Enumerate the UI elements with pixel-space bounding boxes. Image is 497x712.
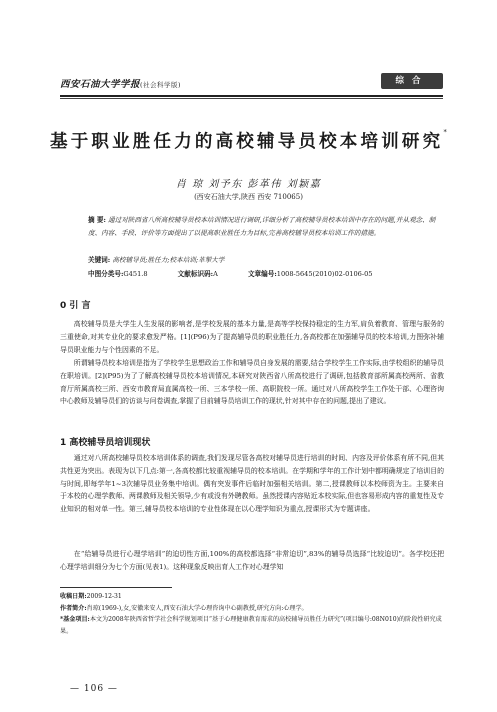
keywords-label: 关键词:: [88, 256, 111, 264]
author-bio-label: 作者简介:: [60, 604, 87, 612]
header-rule: [60, 95, 443, 97]
paragraph-s1-2: 在“给辅导员进行心理学培训”的迫切性方面,100%的高校都选择“非常迫切”,83%的辅导员选择“比较迫切”。各学校还把心理学培训细分为七个方面(见表1)。这种现象反映出育人工作对心理学知: [60, 550, 444, 571]
section-heading-1: 1 高校辅导员培训现状: [60, 438, 151, 448]
author-bio: 肖琼(1969-),女,安徽来安人,西安石油大学心理咨询中心副教授,研究方向:心理学。: [86, 604, 308, 612]
clc-number: [88, 270, 162, 278]
running-header: [60, 76, 443, 92]
doccode-label: 文献标识码:: [177, 270, 214, 278]
affiliation: (西安石油大学,陕西 西安 710065): [194, 193, 303, 201]
keywords: [88, 254, 440, 266]
page-number: — 106 —: [70, 684, 118, 694]
footnotes: [60, 591, 444, 637]
journal-subtitle: (社会科学版): [140, 81, 182, 89]
abstract: [88, 214, 440, 240]
title-footnote-mark: *: [443, 128, 447, 136]
keywords-text: 高校辅导员;胜任力;校本培训;革掣大学: [112, 256, 225, 264]
paragraph-intro-1: 高校辅导员是大学生人生发展的影响者,是学校发展的基本力量,是高等学校保持稳定的生力军,肩负着教育、管理与服务的三重使命,对其专业化的要求愈发严格。[1](P96)为了提高辅导员的职业胜任力,各高校都在加强辅导员的校本培训,力图弥补辅导员职业能力与个性因素的不足。: [60, 320, 444, 354]
received-date: 2009-12-31: [86, 593, 122, 600]
doccode-value: A: [213, 270, 218, 278]
footnote-received: [60, 591, 444, 603]
abstract-label: 摘 要:: [88, 216, 106, 224]
author-list: 肖 琼 刘予东 彭革伟 刘颖嘉: [175, 179, 322, 190]
received-label: 收稿日期:: [60, 593, 87, 600]
article-title-text: 基于职业胜任力的高校辅导员校本培训研究: [50, 132, 444, 152]
paragraph-intro-2: 所谓辅导员校本培训是指为了学校学生思想政治工作和辅导员自身发展的需要,结合学校学生工作实际,由学校组织的辅导员在职培训。[2](P95)为了了解高校辅导员校本培训情况,本研究对陕西省八所高校进行了调研,包括教育部所属高校两所、省教育厅所属高校三所、西安市教育局直属高校一所、三本学校一所、高职院校一所。通过对八所高校学生工作处干部、心理咨询中心教师及辅导员们的访谈与问卷调查,掌握了目前辅导员培训工作的现状,针对其中存在的问题,提出了建议。: [60, 359, 444, 406]
document-code: [178, 270, 232, 278]
header-rule-thin: [60, 98, 443, 99]
clc-label: 中图分类号:: [88, 270, 124, 278]
section-heading-intro: 0 引 言: [60, 301, 91, 311]
abstract-text: 通过对陕西省八所高校辅导员校本培训情况进行调研,详细分析了高校辅导员校本培训中存在的问题,并从观念、制度、内容、手段、评价等方面提出了以提高职业胜任力为目标,完善高校辅导员校本培训工作的措施。: [88, 216, 436, 237]
footnote-rule: [60, 587, 172, 588]
article-no-value: 1008-5645(2010)02-0106-05: [276, 270, 373, 278]
clc-value: G451.8: [123, 270, 148, 278]
fund-label: *基金项目:: [60, 616, 90, 623]
section-tag: 综合: [381, 73, 443, 89]
footnote-fund: [60, 614, 444, 637]
article-no-label: 文章编号:: [247, 270, 277, 278]
journal-name: [60, 76, 181, 90]
footnote-author: [60, 603, 444, 615]
fund-text: 本文为2008年陕西省哲学社会科学规划项目“基于心理健康教育需求的高校辅导员胜任力研究”(项目编号:08N010)的阶段性研究成果。: [60, 616, 442, 635]
article-title: [50, 128, 450, 153]
article-number: [248, 270, 387, 278]
journal-title: 西安石油大学学报: [60, 79, 141, 90]
paragraph-s1-1: 通过对八所高校辅导员校本培训体系的调查,我们发现尽管各高校对辅导员进行培训的时间、内容及评价体系有所不同,但其共性更为突出。表现为以下几点:第一,各高校都比较重视辅导员的校本培训。在学期和学年的工作计划中都明确规定了培训目的与时间,即每学年1~3次辅导员业务集中培训。偶有突发事件后临时加强相关培训。第二,授课教师以本校师资为主。主要来自于本校的心理学教师、两课教师及相关领导,少有或没有外聘教师。虽然授课内容贴近本校实际,但也容易形成内容的重复性及专业知识的相对单一性。第三,辅导员校本培训的专业性体现在以心理学知识为重点,授课形式为专题讲座。: [60, 454, 444, 514]
classification-line: [88, 268, 448, 278]
